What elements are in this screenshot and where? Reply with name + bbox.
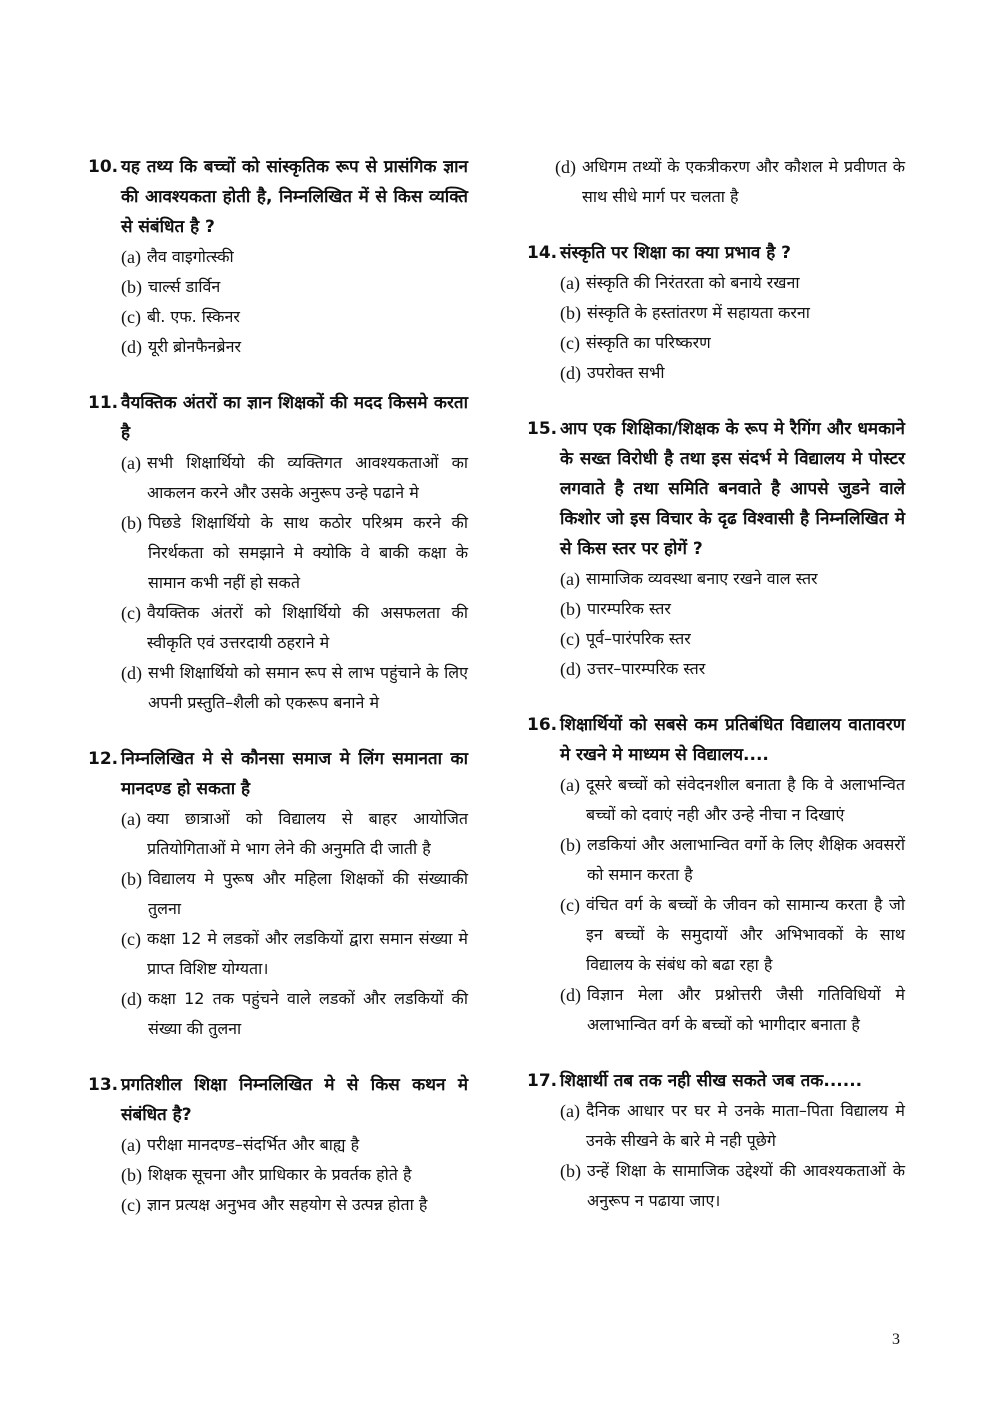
option-label: (a) [121,809,141,829]
option-b [88,1160,468,1190]
right-column [527,152,905,1242]
question-number: 13. [88,1075,119,1095]
option-label: (c) [121,307,141,327]
question-14 [527,238,905,388]
option-label: (b) [560,1161,581,1181]
question-stem [88,388,468,448]
option-d [88,658,468,718]
option-text: क्या छात्राओं को विद्यालय से बाहर आयोजित प्रतियोगिताओं मे भाग लेने की अनुमति दी जाती है [146,809,468,858]
option-b [527,594,905,624]
question-text: शिक्षार्थी तब तक नही सीख सकते जब तक...... [560,1071,863,1091]
option-d-continued [527,152,905,212]
option-label: (d) [121,989,142,1009]
option-a [527,268,905,298]
option-text: सभी शिक्षार्थियो की व्यक्तिगत आवश्यकताओं का आकलन करने और उसके अनुरूप उन्हे पढाने मे [146,453,468,502]
option-c [88,1190,468,1220]
question-stem [527,1066,905,1096]
option-label: (c) [121,1195,141,1215]
option-a [88,242,468,272]
option-text: वैयक्तिक अंतरों को शिक्षार्थियो की असफलता की स्वीकृति एवं उत्तरदायी ठहराने मे [146,603,468,652]
question-12 [88,744,468,1044]
question-11 [88,388,468,718]
option-label: (a) [121,453,141,473]
option-text: अधिगम तथ्यों के एकत्रीकरण और कौशल मे प्रवीणत के साथ सीधे मार्ग पर चलता है [582,157,905,206]
option-text: सभी शिक्षार्थियो को समान रूप से लाभ पहुंचाने के लिए अपनी प्रस्तुति–शैली को एकरूप बनाने मे [148,663,468,712]
option-text: उन्हें शिक्षा के सामाजिक उद्देश्यों की आवश्यकताओं के अनुरूप न पढाया जाए। [587,1161,905,1210]
option-label: (a) [560,1101,580,1121]
option-text: उपरोक्त सभी [587,363,665,382]
page-number: 3 [892,1331,900,1348]
option-label: (c) [560,629,580,649]
question-number: 16. [527,715,558,735]
option-b [527,830,905,890]
question-text: यह तथ्य कि बच्चों को सांस्कृतिक रूप से प्रासंगिक ज्ञान की आवश्यकता होती है, निम्नलिखित में से किस व्यक्ति से संबंधित है ? [121,157,468,237]
option-d [88,332,468,362]
option-label: (a) [121,1135,141,1155]
option-label: (b) [121,869,142,889]
option-label: (b) [121,277,142,297]
option-text: शिक्षक सूचना और प्राधिकार के प्रवर्तक होते है [148,1165,412,1184]
option-a [88,448,468,508]
option-text: विद्यालय मे पुरूष और महिला शिक्षकों की संख्याकी तुलना [148,869,468,918]
option-label: (b) [121,1165,142,1185]
option-c [88,924,468,984]
question-text: निम्नलिखित मे से कौनसा समाज मे लिंग समानता का मानदण्ड हो सकता है [121,749,468,799]
option-text: विज्ञान मेला और प्रश्नोत्तरी जैसी गतिविधियों मे अलाभान्वित वर्ग के बच्चों को भागीदार बनाता है [587,985,905,1034]
option-label: (b) [560,303,581,323]
option-label: (c) [560,333,580,353]
question-text: आप एक शिक्षिका/शिक्षक के रूप मे रैगिंग और धमकाने के सख्त विरोधी है तथा इस संदर्भ मे विद्यालय मे पोस्टर लगवाते है तथा समिति बनवाते है आपसे जुडने वाले किशोर जो इस विचार के दृढ विश्वासी है निम्नलिखित मे से किस स्तर पर होगें ? [560,419,905,559]
question-stem [88,152,468,242]
option-d [88,984,468,1044]
question-13 [88,1070,468,1220]
question-text: संस्कृति पर शिक्षा का क्या प्रभाव है ? [560,243,792,263]
option-a [527,1096,905,1156]
option-text: चार्ल्स डार्विन [148,277,221,296]
question-13-continuation [527,152,905,212]
left-column [88,152,468,1246]
question-text: वैयक्तिक अंतरों का ज्ञान शिक्षकों की मदद किसमे करता है [121,393,468,443]
option-b [527,1156,905,1216]
option-c [527,624,905,654]
option-c [88,598,468,658]
question-number: 17. [527,1071,558,1091]
option-text: दूसरे बच्चों को संवेदनशील बनाता है कि वे अलाभन्वित बच्चों को दवाएं नही और उन्हे नीचा न दिखाएं [585,775,905,824]
option-b [527,298,905,328]
option-text: बी. एफ. स्किनर [146,307,240,326]
option-text: संस्कृति की निरंतरता को बनाये रखना [585,273,800,292]
option-label: (a) [560,569,580,589]
option-text: पारम्परिक स्तर [587,599,671,618]
question-15 [527,414,905,684]
question-number: 11. [88,393,119,413]
question-stem [527,414,905,564]
question-number: 10. [88,157,119,177]
option-text: कक्षा 12 मे लडकों और लडकियों द्वारा समान संख्या मे प्राप्त विशिष्ट योग्यता। [146,929,468,978]
option-text: कक्षा 12 तक पहुंचने वाले लडकों और लडकियों की संख्या की तुलना [148,989,468,1038]
question-17 [527,1066,905,1216]
option-label: (d) [560,363,581,383]
question-text: शिक्षार्थियों को सबसे कम प्रतिबंधित विद्यालय वातावरण मे रखने मे माध्यम से विद्यालय.... [560,715,905,765]
option-text: दैनिक आधार पर घर मे उनके माता–पिता विद्यालय मे उनके सीखने के बारे मे नही पूछेगे [585,1101,905,1150]
question-number: 14. [527,243,558,263]
question-stem [527,238,905,268]
option-b [88,864,468,924]
option-label: (c) [121,929,141,949]
option-d [527,980,905,1040]
option-text: लैव वाइगोत्स्की [146,247,234,266]
option-c [527,328,905,358]
question-number: 15. [527,419,558,439]
option-text: लडकियां और अलाभान्वित वर्गो के लिए शैक्षिक अवसरों को समान करता है [587,835,905,884]
option-b [88,508,468,598]
question-10 [88,152,468,362]
option-a [88,1130,468,1160]
option-label: (b) [121,513,142,533]
question-16 [527,710,905,1040]
option-d [527,654,905,684]
option-a [527,770,905,830]
option-label: (d) [121,663,142,683]
option-text: संस्कृति का परिष्करण [585,333,711,352]
option-text: परीक्षा मानदण्ड–संदर्भित और बाह्य है [146,1135,360,1154]
question-text: प्रगतिशील शिक्षा निम्नलिखित मे से किस कथन मे संबंधित है? [121,1075,468,1125]
option-a [88,804,468,864]
option-c [88,302,468,332]
option-text: पिछडे शिक्षार्थियो के साथ कठोर परिश्रम करने की निरर्थकता को समझाने मे क्योकि वे बाकी कक्षा के सामान कभी नहीं हो सकते [148,513,468,592]
option-text: उत्तर–पारम्परिक स्तर [587,659,706,678]
option-label: (a) [560,273,580,293]
option-text: सामाजिक व्यवस्था बनाए रखने वाल स्तर [585,569,818,588]
question-stem [88,1070,468,1130]
option-text: यूरी ब्रोनफैनब्रेनर [148,337,241,356]
option-label: (c) [560,895,580,915]
question-stem [527,710,905,770]
option-text: संस्कृति के हस्तांतरण में सहायता करना [587,303,810,322]
option-b [88,272,468,302]
option-text: ज्ञान प्रत्यक्ष अनुभव और सहयोग से उत्पन्न होता है [146,1195,428,1214]
option-label: (d) [121,337,142,357]
option-label: (d) [560,659,581,679]
option-d [527,358,905,388]
option-label: (a) [560,775,580,795]
option-label: (a) [121,247,141,267]
question-number: 12. [88,749,119,769]
option-a [527,564,905,594]
option-label: (b) [560,835,581,855]
question-stem [88,744,468,804]
option-label: (d) [555,157,576,177]
option-label: (b) [560,599,581,619]
option-label: (d) [560,985,581,1005]
option-c [527,890,905,980]
option-label: (c) [121,603,141,623]
option-text: पूर्व–पारंपरिक स्तर [585,629,691,648]
option-text: वंचित वर्ग के बच्चों के जीवन को सामान्य करता है जो इन बच्चों के समुदायों और अभिभावकों के साथ विद्यालय के संबंध को बढा रहा है [585,895,905,974]
